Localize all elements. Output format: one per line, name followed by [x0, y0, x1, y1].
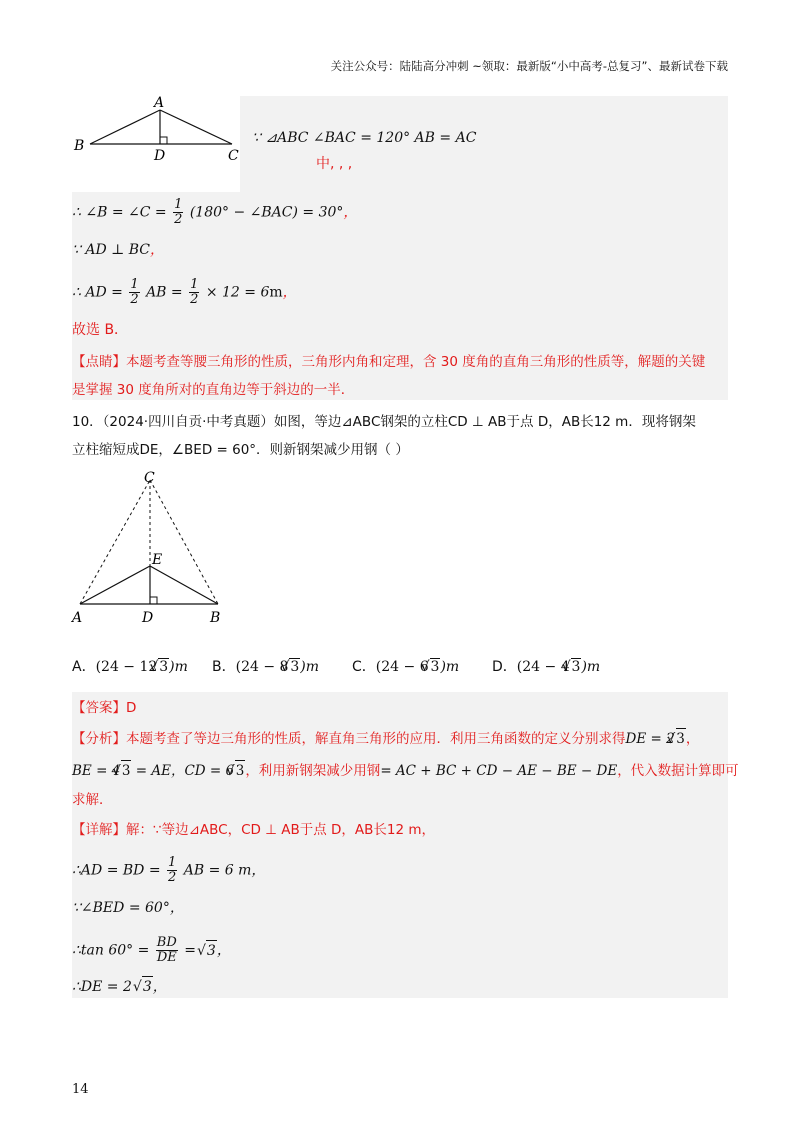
ans10-detail-4: ∴tan 60° = $\frac{BD}{DE}$ =√ 3，	[72, 936, 231, 965]
ans10-answer: 【答案】D	[72, 700, 137, 716]
label-B2: B	[210, 610, 221, 626]
label-C2: C	[144, 470, 155, 486]
q10-stem-2: 立柱缩短成DE，∠BED = 60°．则新钢架减少用钢（ ）	[72, 442, 409, 458]
option-b[interactable]: B．(24 − 8√ 3)m	[212, 656, 319, 676]
ans10-detail-3: ∵∠BED = 60°，	[72, 900, 184, 916]
label-D2: D	[142, 610, 154, 626]
option-d[interactable]: D．(24 − 4√ 3)m	[492, 656, 600, 676]
label-D: D	[154, 148, 166, 164]
triangle-figure-2	[68, 470, 238, 630]
ans10-analysis-2: BE = 4√ 3 = AE，CD = 6√ 3，利用新钢架减少用钢= AC + BC + CD − AE − BE − DE，代入数据计算即可	[72, 760, 739, 781]
option-a[interactable]: A．(24 − 12√ 3)m	[72, 656, 188, 676]
sol9-comment-2: 是掌握 30 度角所对的直角边等于斜边的一半．	[72, 382, 355, 398]
label-A2: A	[72, 610, 83, 626]
sol9-comment-1: 【点睛】本题考查等腰三角形的性质，三角形内角和定理，含 30 度角的直角三角形的性质等，解题的关键	[72, 354, 706, 370]
sol9-line4: ∴ AD = $\frac{1}{2}$ AB = $\frac{1}{2}$ × 12 = 6m，	[72, 277, 297, 307]
ans10-detail-5: ∴DE = 2√ 3，	[72, 976, 167, 997]
page-header: 关注公众号：陆陆高分冲刺 ~领取：最新版“小中高考-总复习”、最新试卷下载	[330, 59, 728, 73]
label-C: C	[228, 148, 239, 164]
ans10-detail-1: 【详解】解：∵等边⊿ABC，CD ⊥ AB于点 D，AB长12 m，	[72, 822, 436, 838]
sol9-line1: ∵ ⊿ABC ∠BAC = 120° AB = AC	[252, 130, 477, 146]
ans10-detail-2: ∴AD = BD = $\frac{1}{2}$ AB = 6 m，	[72, 855, 266, 885]
q10-stem-1: 10．（2024·四川自贡·中考真题）如图，等边⊿ABC钢架的立柱CD ⊥ AB于点 D，AB长12 m．现将钢架	[72, 414, 696, 430]
ans10-analysis-3: 求解．	[72, 792, 113, 808]
label-E2: E	[152, 552, 163, 568]
option-c[interactable]: C．(24 − 6√ 3)m	[352, 656, 459, 676]
sol9-line3: ∵ AD ⊥ BC，	[72, 242, 165, 258]
triangle-figure-1	[68, 94, 248, 164]
sol9-line1-red: 中, , ,	[316, 156, 353, 172]
label-A: A	[154, 95, 165, 111]
sol9-choice: 故选 B．	[72, 322, 129, 338]
ans10-analysis-1: 【分析】本题考查了等边三角形的性质，解直角三角形的应用．利用三角函数的定义分别求得DE = 2√ 3，	[72, 728, 699, 749]
label-B: B	[74, 138, 85, 154]
page-number: 14	[72, 1082, 89, 1097]
sol9-line2: ∴ ∠B = ∠C = $\frac{1}{2}$ (180° − ∠BAC) = 30°，	[72, 197, 358, 227]
